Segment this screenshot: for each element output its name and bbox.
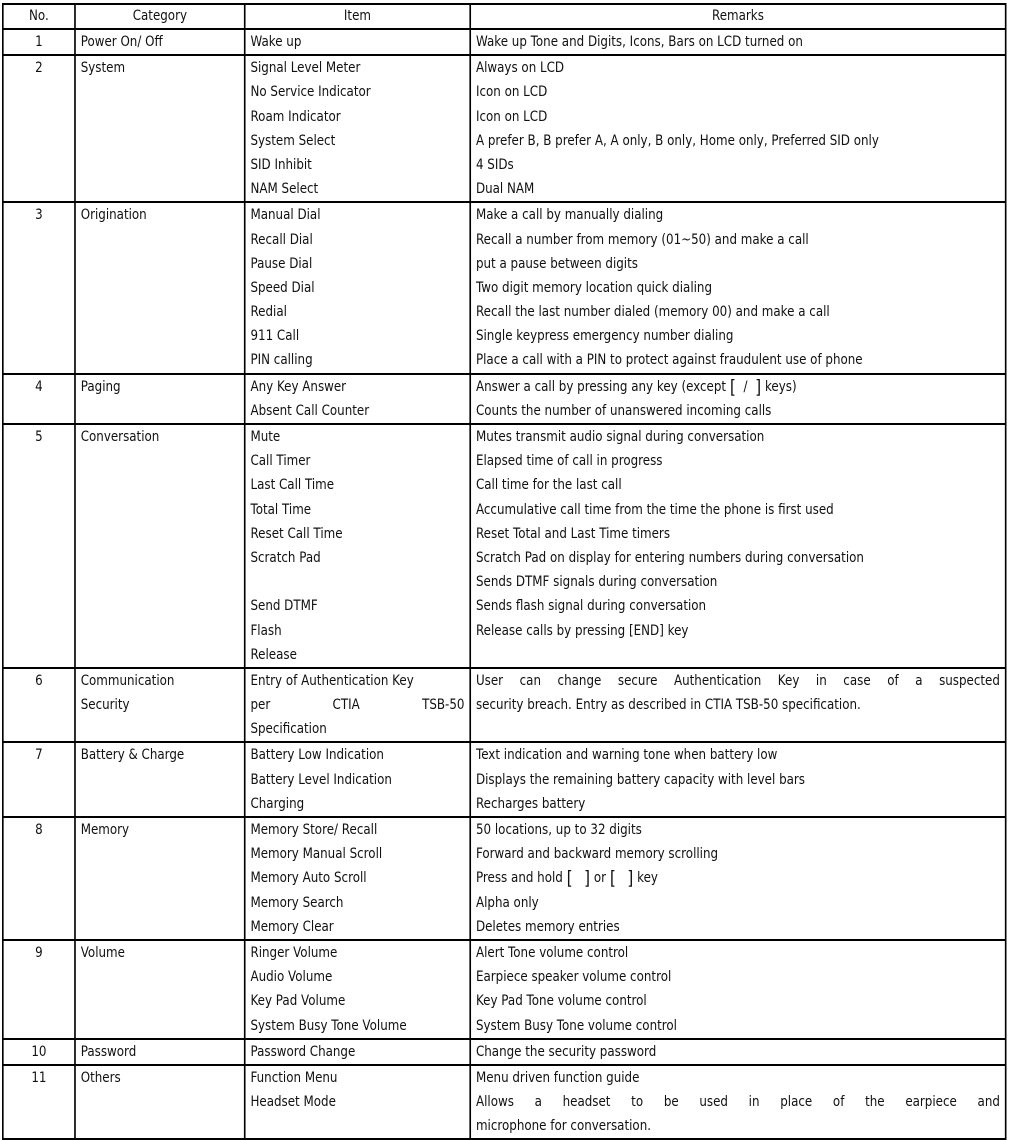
row-number: 5	[3, 424, 75, 668]
remark-text: Displays the remaining battery capacity with level bars	[475, 771, 805, 788]
remark-text: 4 SIDs	[475, 156, 514, 173]
remarks-cell	[470, 29, 1005, 55]
item-word: TSB-50	[422, 697, 465, 714]
item-cell	[245, 940, 471, 1039]
remark-text: Two digit memory location quick dialing	[475, 279, 713, 296]
remark-text: put a pause between digits	[475, 255, 638, 272]
remark-word: be	[663, 1094, 679, 1111]
item-text: Send DTMF	[250, 598, 318, 615]
item-text: Memory Search	[250, 894, 344, 911]
remark-text: microphone for conversation.	[475, 1118, 652, 1135]
item-text: Recall Dial	[250, 231, 313, 248]
item-text: 911 Call	[250, 328, 300, 345]
table-row	[3, 817, 1006, 940]
remark-text: Call time for the last call	[475, 477, 622, 494]
category-text: Battery & Charge	[80, 747, 185, 764]
item-text: Pause Dial	[250, 255, 313, 272]
item-cell	[245, 1065, 471, 1140]
row-number: 10	[3, 1039, 75, 1065]
table-row	[3, 29, 1006, 55]
remarks-cell	[470, 424, 1005, 668]
category-text: Volume	[80, 944, 125, 961]
table-row	[3, 55, 1006, 202]
remark-word: headset	[562, 1094, 611, 1111]
category-text: Origination	[80, 207, 147, 224]
table-row	[3, 1039, 1006, 1065]
category-cell	[75, 742, 245, 817]
item-text: Memory Store/ Recall	[250, 822, 378, 839]
remark-text: Wake up Tone and Digits, Icons, Bars on LCD turned on	[475, 34, 803, 50]
item-cell	[245, 202, 471, 373]
key-bracket-open: [	[609, 867, 616, 890]
remark-word: can	[519, 672, 541, 689]
remark-text: Forward and backward memory scrolling	[475, 846, 719, 863]
remark-text: Reset Total and Last Time timers	[475, 525, 671, 542]
remark-word: a	[534, 1094, 542, 1111]
key-separator: /	[739, 378, 752, 395]
remark-text	[476, 866, 1000, 890]
item-text: System Select	[250, 132, 336, 149]
remark-text: System Busy Tone volume control	[475, 1017, 677, 1034]
item-text: Function Menu	[250, 1069, 338, 1086]
key-bracket-open: [	[566, 867, 573, 890]
remark-text: Make a call by manually dialing	[475, 207, 664, 224]
item-text: Specification	[250, 721, 327, 738]
remark-word: User	[475, 672, 504, 689]
remarks-cell	[470, 1065, 1005, 1140]
features-table	[2, 3, 1007, 1140]
remarks-cell	[470, 1039, 1005, 1065]
item-text-justified	[250, 693, 464, 717]
row-number: 11	[3, 1065, 75, 1140]
item-text: Memory Manual Scroll	[250, 846, 383, 863]
remark-text: Sends DTMF signals during conversation	[475, 574, 718, 591]
remark-text-justified	[476, 1090, 1000, 1114]
category-text: Security	[80, 697, 130, 714]
remark-text-justified	[476, 669, 1000, 693]
item-text: Ringer Volume	[250, 944, 338, 961]
remark-text: Dual NAM	[475, 181, 535, 198]
remark-text: Menu driven function guide	[475, 1069, 640, 1086]
row-number: 6	[3, 668, 75, 743]
remark-text: Release calls by pressing [END] key	[475, 622, 689, 639]
remark-word: of	[832, 1094, 845, 1111]
table-row	[3, 1065, 1006, 1140]
remark-text: Alert Tone volume control	[475, 944, 629, 961]
item-text: Redial	[250, 304, 287, 321]
remark-fragment: keys)	[761, 378, 797, 395]
item-text: Memory Clear	[250, 918, 334, 935]
item-cell	[245, 668, 471, 743]
item-text: Charging	[250, 795, 305, 812]
remarks-cell	[470, 817, 1005, 940]
remark-word: Authentication	[673, 672, 762, 689]
item-text: Battery Low Indication	[250, 747, 384, 764]
remark-text: Recall a number from memory (01~50) and make a call	[475, 231, 809, 248]
item-text: Scratch Pad	[250, 549, 321, 566]
header-no: No.	[3, 4, 75, 29]
remark-word: in	[815, 672, 827, 689]
item-text: Release	[250, 646, 297, 663]
item-cell	[245, 742, 471, 817]
category-cell	[75, 29, 245, 55]
category-text: Password	[80, 1043, 137, 1060]
remarks-cell	[470, 374, 1005, 424]
category-text: Memory	[80, 822, 130, 839]
remark-text	[476, 375, 1000, 399]
category-cell	[75, 55, 245, 202]
row-number: 9	[3, 940, 75, 1039]
remark-text: Text indication and warning tone when battery low	[475, 747, 778, 764]
item-text: PIN calling	[250, 352, 313, 369]
item-word: per	[250, 697, 271, 714]
category-cell	[75, 940, 245, 1039]
remark-text: 50 locations, up to 32 digits	[475, 822, 642, 839]
category-text: Others	[80, 1069, 121, 1086]
category-cell	[75, 374, 245, 424]
category-text: Power On/ Off	[80, 34, 163, 50]
item-text: NAM Select	[250, 181, 319, 198]
category-cell	[75, 1065, 245, 1140]
category-cell	[75, 817, 245, 940]
item-text: Key Pad Volume	[250, 993, 346, 1010]
remarks-cell	[470, 668, 1005, 743]
remark-word: change	[557, 672, 602, 689]
item-text: Manual Dial	[250, 207, 321, 224]
remark-fragment: Press and hold	[475, 870, 567, 887]
remark-text: Recharges battery	[475, 795, 586, 812]
category-cell	[75, 202, 245, 373]
table-row	[3, 424, 1006, 668]
item-text: Memory Auto Scroll	[250, 870, 367, 887]
remark-text: Key Pad Tone volume control	[475, 993, 647, 1010]
item-text: Password Change	[250, 1043, 356, 1060]
remarks-cell	[470, 940, 1005, 1039]
header-category: Category	[75, 4, 245, 29]
key-bracket-close: ]	[584, 867, 591, 890]
category-text: Conversation	[80, 429, 160, 446]
header-remarks: Remarks	[470, 4, 1005, 29]
item-text: Signal Level Meter	[250, 60, 361, 77]
category-text: Paging	[80, 378, 121, 395]
remark-text: security breach. Entry as described in CTIA TSB-50 specification.	[475, 697, 861, 714]
table-row	[3, 668, 1006, 743]
remark-text: Deletes memory entries	[475, 918, 620, 935]
row-number: 4	[3, 374, 75, 424]
remark-text: Counts the number of unanswered incoming calls	[475, 402, 772, 419]
row-number: 3	[3, 202, 75, 373]
item-text: Roam Indicator	[250, 108, 341, 125]
remark-word: of	[887, 672, 899, 689]
remark-text: Sends flash signal during conversation	[475, 598, 707, 615]
remark-word: and	[977, 1094, 1000, 1111]
remark-text: Elapsed time of call in progress	[475, 453, 663, 470]
remark-word: suspected	[939, 672, 1000, 689]
key-bracket-open: [	[729, 375, 736, 398]
item-text: Last Call Time	[250, 477, 335, 494]
category-cell	[75, 1039, 245, 1065]
item-text: Speed Dial	[250, 279, 315, 296]
item-text: Headset Mode	[250, 1094, 336, 1111]
row-number: 7	[3, 742, 75, 817]
item-text: Mute	[250, 429, 281, 446]
item-word: CTIA	[332, 697, 360, 714]
category-cell	[75, 424, 245, 668]
item-text: Entry of Authentication Key	[250, 672, 414, 689]
remark-text: Change the security password	[475, 1043, 657, 1060]
remark-fragment: Answer a call by pressing any key (except	[475, 378, 730, 395]
row-number: 1	[3, 29, 75, 55]
item-cell	[245, 1039, 471, 1065]
category-text: Communication	[80, 672, 175, 689]
remark-word: secure	[617, 672, 658, 689]
table-row	[3, 202, 1006, 373]
remarks-cell	[470, 742, 1005, 817]
item-text: Any Key Answer	[250, 378, 347, 395]
remark-text: Accumulative call time from the time the phone is first used	[475, 501, 834, 518]
key-bracket-close: ]	[755, 375, 762, 398]
remark-text: Recall the last number dialed (memory 00) and make a call	[475, 304, 830, 321]
item-text: System Busy Tone Volume	[250, 1017, 407, 1034]
remark-text: Icon on LCD	[475, 84, 548, 101]
remarks-cell	[470, 55, 1005, 202]
remark-word: Key	[777, 672, 800, 689]
table-row	[3, 940, 1006, 1039]
item-cell	[245, 29, 471, 55]
remark-text: Single keypress emergency number dialing	[475, 328, 734, 345]
remark-word: a	[915, 672, 923, 689]
remark-word: case	[843, 672, 871, 689]
remark-word: place	[780, 1094, 813, 1111]
remark-fragment: or	[590, 870, 610, 887]
remark-word: used	[699, 1094, 728, 1111]
remark-word: the	[865, 1094, 885, 1111]
item-cell	[245, 374, 471, 424]
remark-text: Alpha only	[475, 894, 539, 911]
item-text: SID Inhibit	[250, 156, 312, 173]
remark-text: Always on LCD	[475, 60, 565, 77]
item-text: Reset Call Time	[250, 525, 343, 542]
item-cell	[245, 55, 471, 202]
item-text: Audio Volume	[250, 969, 333, 986]
item-text	[250, 570, 464, 594]
item-text: Absent Call Counter	[250, 402, 370, 419]
category-text: System	[80, 60, 126, 77]
remark-text: Place a call with a PIN to protect against fraudulent use of phone	[475, 352, 863, 369]
item-cell	[245, 424, 471, 668]
remark-text: Earpiece speaker volume control	[475, 969, 672, 986]
remark-word: in	[748, 1094, 760, 1111]
remark-text: Scratch Pad on display for entering numbers during conversation	[475, 549, 864, 566]
item-text: Battery Level Indication	[250, 771, 392, 788]
remark-word: to	[631, 1094, 644, 1111]
remark-text: A prefer B, B prefer A, A only, B only, Home only, Preferred SID only	[475, 132, 879, 149]
header-item: Item	[245, 4, 471, 29]
item-text: No Service Indicator	[250, 84, 371, 101]
item-text: Wake up	[250, 34, 302, 50]
item-text: Total Time	[250, 501, 312, 518]
item-cell	[245, 817, 471, 940]
remark-text: Mutes transmit audio signal during conversation	[475, 429, 765, 446]
item-text: Call Timer	[250, 453, 311, 470]
header-row	[3, 4, 1006, 29]
remark-word: earpiece	[905, 1094, 957, 1111]
remarks-cell	[470, 202, 1005, 373]
key-bracket-close: ]	[627, 867, 634, 890]
remark-text: Icon on LCD	[475, 108, 548, 125]
table-row	[3, 742, 1006, 817]
remark-fragment: key	[633, 870, 658, 887]
category-cell	[75, 668, 245, 743]
row-number: 2	[3, 55, 75, 202]
item-text: Flash	[250, 622, 282, 639]
row-number: 8	[3, 817, 75, 940]
remark-word: Allows	[475, 1094, 514, 1111]
table-row	[3, 374, 1006, 424]
